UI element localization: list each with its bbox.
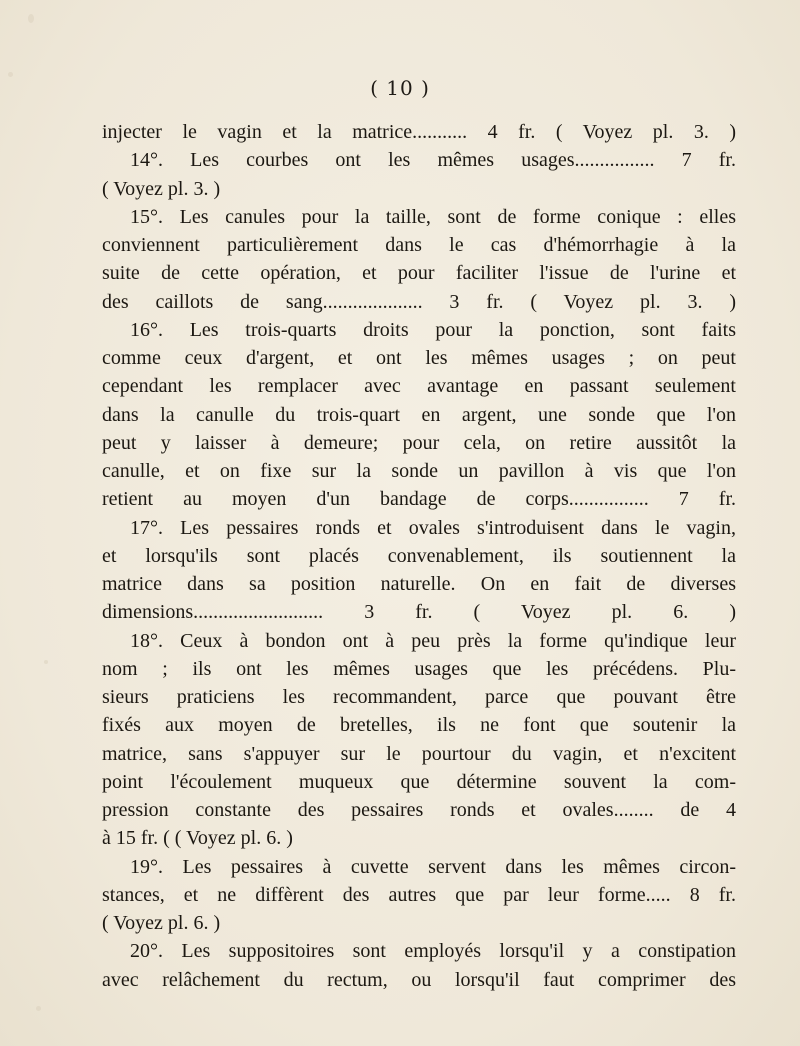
body-text bbox=[102, 118, 736, 994]
text-line: avec relâchement du rectum, ou lorsqu'il faut comprimer des bbox=[102, 968, 736, 991]
text-line: point l'écoulement muqueux que détermine souvent la com- bbox=[102, 770, 736, 793]
text-line: dans la canulle du trois-quart en argent, une sonde que l'on bbox=[102, 403, 736, 426]
page-number: ( 10 ) bbox=[370, 76, 430, 100]
text-line: peut y laisser à demeure; pour cela, on retire aussitôt la bbox=[102, 431, 736, 454]
text-line: à 15 fr. ( ( Voyez pl. 6. ) bbox=[102, 827, 293, 850]
text-line: suite de cette opération, et pour faciliter l'issue de l'urine et bbox=[102, 262, 736, 285]
text-line: fixés aux moyen de bretelles, ils ne font que soutenir la bbox=[102, 714, 736, 737]
text-line: 15°. Les canules pour la taille, sont de forme conique : elles bbox=[130, 205, 736, 228]
text-line: comme ceux d'argent, et ont les mêmes usages ; on peut bbox=[102, 347, 736, 369]
text-line: dimensions.......................... 3 fr. ( Voyez pl. 6. ) bbox=[102, 601, 736, 624]
text-line: 14°. Les courbes ont les mêmes usages................ 7 fr. bbox=[130, 149, 736, 172]
text-line: retient au moyen d'un bandage de corps................ 7 fr. bbox=[102, 488, 736, 511]
text-line: injecter le vagin et la matrice........... 4 fr. ( Voyez pl. 3. ) bbox=[102, 121, 736, 143]
text-line: conviennent particulièrement dans le cas d'hémorrhagie à la bbox=[102, 234, 736, 256]
text-line: et lorsqu'ils sont placés convenablement, ils soutiennent la bbox=[102, 544, 736, 567]
text-line: 20°. Les suppositoires sont employés lorsqu'il y a constipation bbox=[130, 940, 736, 963]
text-line: canulle, et on fixe sur la sonde un pavillon à vis que l'on bbox=[102, 460, 736, 482]
text-line: des caillots de sang.................... 3 fr. ( Voyez pl. 3. ) bbox=[102, 290, 736, 313]
paper-stain bbox=[36, 1006, 41, 1011]
text-line: matrice dans sa position naturelle. On en fait de diverses bbox=[102, 573, 736, 595]
text-line: sieurs praticiens les recommandent, parce que pouvant être bbox=[102, 686, 736, 708]
text-line: nom ; ils ont les mêmes usages que les précédens. Plu- bbox=[102, 657, 736, 680]
paper-stain bbox=[44, 660, 48, 664]
text-line: 17°. Les pessaires ronds et ovales s'introduisent dans le vagin, bbox=[130, 516, 736, 539]
text-line: 16°. Les trois-quarts droits pour la ponction, sont faits bbox=[130, 318, 736, 341]
text-line: ( Voyez pl. 6. ) bbox=[102, 912, 221, 934]
text-line: cependant les remplacer avec avantage en passant seulement bbox=[102, 375, 736, 398]
text-line: ( Voyez pl. 3. ) bbox=[102, 177, 221, 200]
text-line: pression constante des pessaires ronds et ovales........ de 4 bbox=[102, 799, 736, 821]
text-line: stances, et ne diffèrent des autres que par leur forme..... 8 fr. bbox=[102, 883, 736, 906]
paper-stain bbox=[28, 14, 34, 23]
text-line: 19°. Les pessaires à cuvette servent dans les mêmes circon- bbox=[130, 855, 736, 878]
text-line: matrice, sans s'appuyer sur le pourtour du vagin, et n'excitent bbox=[102, 742, 736, 765]
text-line: 18°. Ceux à bondon ont à peu près la forme qu'indique leur bbox=[130, 629, 736, 652]
